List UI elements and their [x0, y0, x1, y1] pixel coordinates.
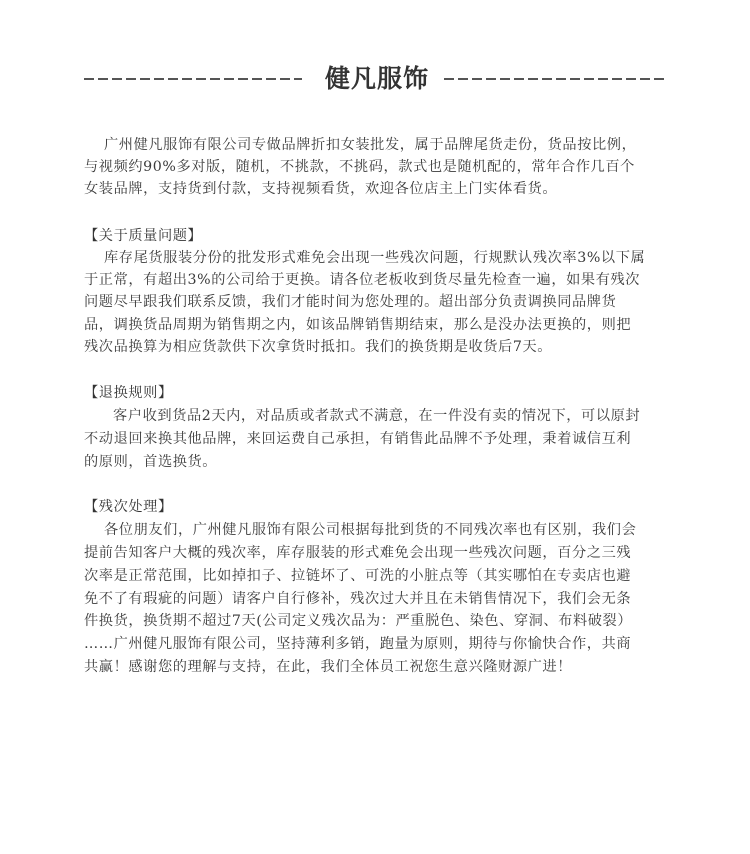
section-line: 件换货，换货期不超过7天(公司定义残次品为：严重脱色、染色、穿洞、布料破裂） [84, 613, 633, 629]
section-line: 库存尾货服装分份的批发形式难免会出现一些残次问题，行规默认残次率3%以下属 [104, 250, 646, 266]
section-line: 各位朋友们，广州健凡服饰有限公司根据每批到货的不同残次率也有区别，我们会 [104, 522, 637, 538]
intro-line: 与视频约90%多对版，随机，不挑款，不挑码，款式也是随机配的，常年合作几百个 [84, 159, 635, 175]
intro-line: 广州健凡服饰有限公司专做品牌折扣女装批发，属于品牌尾货走份，货品按比例， [104, 137, 637, 153]
dashed-divider-left [84, 78, 302, 80]
section-line: 提前告知客户大概的残次率，库存服装的形式难免会出现一些残次问题，百分之三残 [84, 545, 632, 561]
section-heading: 【退换规则】 [84, 385, 173, 401]
section-line: 次率是正常范围，比如掉扣子、拉链坏了、可洗的小脏点等（其实哪怕在专卖店也避 [84, 568, 632, 584]
section-line: 于正常，有超出3%的公司给于更换。请各位老板收到货尽量先检查一遍，如果有残次 [84, 272, 641, 288]
page-title: 健凡服饰 [324, 64, 429, 93]
section-heading: 【残次处理】 [84, 499, 173, 515]
title-row [0, 62, 750, 96]
section-line: ……广州健凡服饰有限公司，坚持薄利多销，跑量为原则，期待与你愉快合作，共商 [84, 636, 632, 652]
section-heading: 【关于质量问题】 [84, 228, 203, 244]
section-line: 免不了有瑕疵的问题）请客户自行修补，残次过大并且在未销售情况下，我们会无条 [84, 591, 632, 607]
section-line: 不动退回来换其他品牌，来回运费自己承担，有销售此品牌不予处理，秉着诚信互利 [84, 431, 632, 447]
section-line: 客户收到货品2天内，对品质或者款式不满意，在一件没有卖的情况下，可以原封 [113, 408, 641, 424]
section-line: 的原则，首选换货。 [84, 454, 218, 470]
dashed-divider-right [444, 78, 666, 80]
section-line: 问题尽早跟我们联系反馈，我们才能时间为您处理的。超出部分负责调换同品牌货 [84, 294, 617, 310]
section-line: 残次品换算为相应货款供下次拿货时抵扣。我们的换货期是收货后7天。 [84, 339, 553, 355]
section-line: 共赢！感谢您的理解与支持，在此，我们全体员工祝您生意兴隆财源广进！ [84, 659, 572, 675]
intro-line: 女装品牌，支持货到付款，支持视频看货，欢迎各位店主上门实体看货。 [84, 181, 558, 197]
section-line: 品，调换货品周期为销售期之内，如该品牌销售期结束，那么是没办法更换的，则把 [84, 317, 632, 333]
